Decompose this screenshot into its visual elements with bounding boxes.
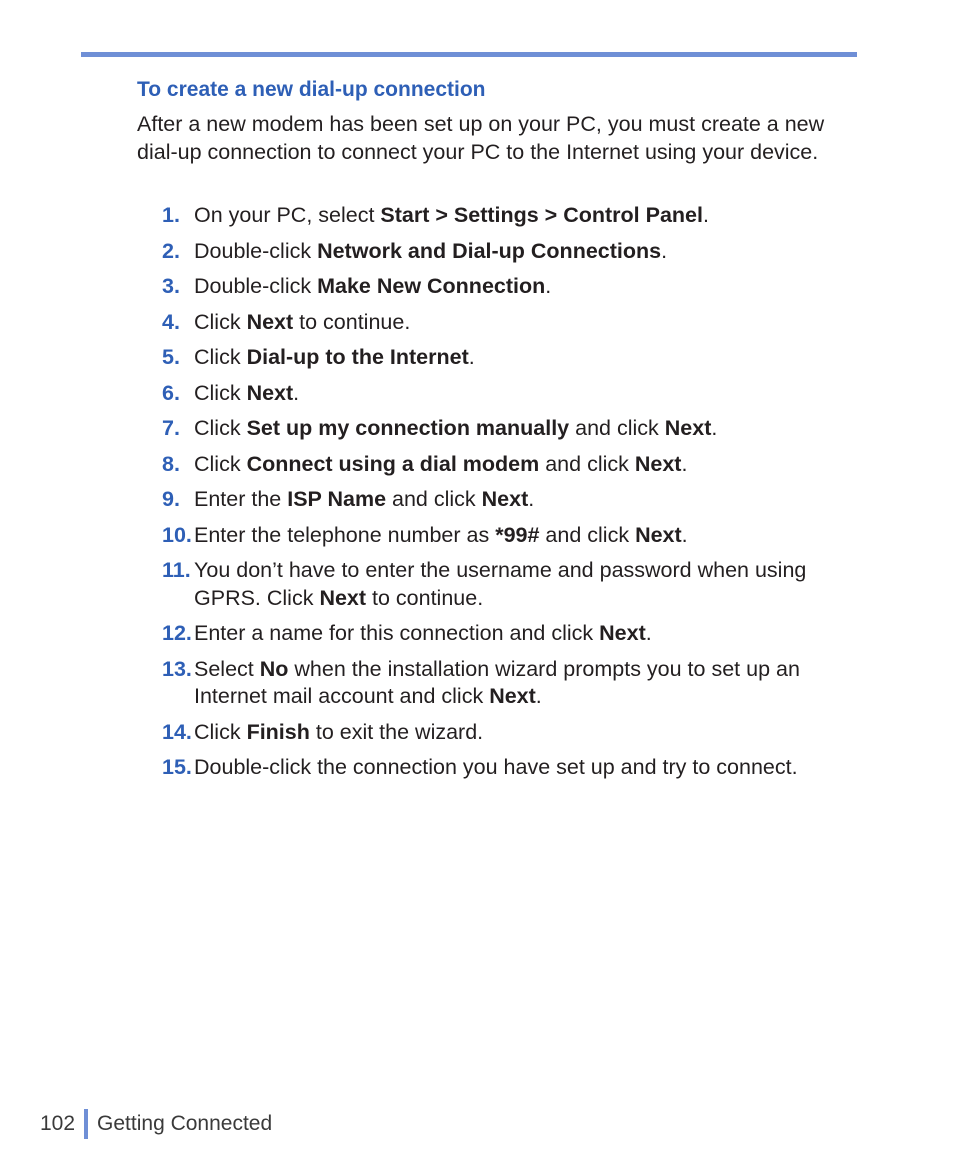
step-text-run: to continue.	[293, 309, 411, 334]
step-emphasis: Connect using a dial modem	[246, 451, 540, 476]
step-text-run: You don’t have to enter the username and password when using GPRS. Click	[194, 558, 807, 610]
step-emphasis: Next	[599, 621, 646, 645]
step-number: 11.	[162, 558, 191, 582]
step-item	[162, 309, 862, 337]
step-text-run: .	[681, 451, 688, 476]
step-emphasis: Next	[319, 585, 367, 610]
step-emphasis: Next	[246, 309, 294, 334]
step-item	[162, 620, 862, 648]
footer-section-title: Getting Connected	[97, 1112, 273, 1135]
step-number: 1.	[162, 203, 180, 227]
step-item	[162, 754, 862, 782]
step-text-run: to continue.	[366, 585, 484, 610]
step-text	[194, 345, 475, 369]
step-text	[194, 621, 652, 645]
step-emphasis: *99#	[495, 522, 540, 547]
step-text-run: when the installation wizard prompts you to set up an Internet mail account and click	[194, 656, 800, 708]
step-emphasis: Network and Dial-up Connections	[317, 238, 662, 263]
step-text-run: Click	[194, 719, 247, 744]
step-item	[162, 273, 862, 301]
step-emphasis: Next	[664, 416, 712, 440]
step-emphasis: Next	[635, 522, 682, 547]
step-emphasis: Set up my connection manually	[246, 416, 570, 440]
step-item	[162, 344, 862, 372]
page-footer	[40, 1109, 272, 1139]
step-text-run: .	[661, 238, 668, 263]
step-number: 2.	[162, 238, 180, 263]
step-text	[194, 452, 687, 476]
step-text-run: .	[535, 684, 542, 708]
step-text-run: Click	[194, 380, 247, 405]
step-text-run: .	[528, 487, 535, 511]
step-text	[194, 487, 534, 511]
step-number: 12.	[162, 621, 192, 645]
step-text	[194, 203, 709, 227]
step-text-run: .	[645, 621, 652, 645]
step-text-run: Double-click the connection you have set up and try to connect.	[194, 755, 798, 779]
step-text-run: On your PC, select	[194, 203, 381, 227]
step-number: 13.	[162, 656, 192, 681]
header-rule	[81, 52, 857, 57]
step-item	[162, 451, 862, 479]
step-item	[162, 380, 862, 408]
step-text-run: and click	[386, 487, 482, 511]
step-number: 6.	[162, 380, 180, 405]
step-text	[194, 523, 688, 547]
page-number: 102	[40, 1112, 76, 1135]
step-number: 7.	[162, 416, 180, 440]
step-emphasis: ISP Name	[287, 487, 387, 511]
step-text-run: Double-click	[194, 274, 318, 298]
step-text-run: .	[293, 380, 300, 405]
step-text	[194, 720, 483, 744]
step-number: 9.	[162, 487, 180, 511]
step-item	[162, 486, 862, 514]
intro-paragraph: After a new modem has been set up on your PC, you must create a new dial-up connection to connect your PC to the Internet using your device.	[137, 112, 825, 164]
step-number: 5.	[162, 345, 180, 369]
step-text-run: .	[702, 203, 709, 227]
step-emphasis: Start > Settings > Control Panel	[380, 203, 703, 227]
step-item	[162, 238, 862, 266]
step-number: 8.	[162, 451, 180, 476]
step-text	[194, 310, 410, 334]
step-text-run: .	[468, 345, 475, 369]
step-number: 14.	[162, 719, 192, 744]
steps-list	[162, 202, 862, 790]
step-emphasis: Dial-up to the Internet	[246, 345, 469, 369]
step-text	[194, 239, 667, 263]
step-number: 15.	[162, 755, 192, 779]
step-text	[194, 657, 800, 709]
step-text-run: to exit the wizard.	[309, 719, 484, 744]
step-item	[162, 522, 862, 550]
step-text-run: .	[545, 274, 552, 298]
step-text-run: Double-click	[194, 238, 318, 263]
step-text-run: Enter the	[194, 487, 288, 511]
step-emphasis: Make New Connection	[317, 274, 546, 298]
step-text-run: Click	[194, 345, 247, 369]
step-text-run: .	[711, 416, 718, 440]
step-text-run: Click	[194, 416, 247, 440]
step-item	[162, 719, 862, 747]
step-emphasis: Finish	[246, 719, 310, 744]
step-emphasis: Next	[634, 451, 682, 476]
step-text	[194, 558, 806, 610]
step-emphasis: Next	[246, 380, 294, 405]
step-text-run: Enter a name for this connection and click	[194, 621, 600, 645]
step-text-run: and click	[539, 451, 635, 476]
step-text	[194, 416, 717, 440]
step-emphasis: Next	[481, 487, 529, 511]
step-number: 4.	[162, 309, 180, 334]
step-text-run: .	[681, 522, 688, 547]
step-item	[162, 656, 862, 711]
step-text-run: and click	[569, 416, 665, 440]
step-emphasis: No	[259, 656, 289, 681]
step-item	[162, 557, 862, 612]
footer-divider	[84, 1109, 88, 1139]
step-text-run: Enter the telephone number as	[194, 522, 496, 547]
step-item	[162, 202, 862, 230]
step-text	[194, 381, 299, 405]
step-item	[162, 415, 862, 443]
section-heading: To create a new dial-up connection	[137, 78, 486, 101]
step-text	[194, 274, 551, 298]
step-number: 3.	[162, 274, 180, 298]
step-text-run: Click	[194, 451, 247, 476]
step-text-run: Select	[194, 656, 260, 681]
step-number: 10.	[162, 522, 192, 547]
step-text	[194, 755, 798, 779]
step-text-run: Click	[194, 309, 247, 334]
step-emphasis: Next	[489, 684, 536, 708]
step-text-run: and click	[539, 522, 636, 547]
